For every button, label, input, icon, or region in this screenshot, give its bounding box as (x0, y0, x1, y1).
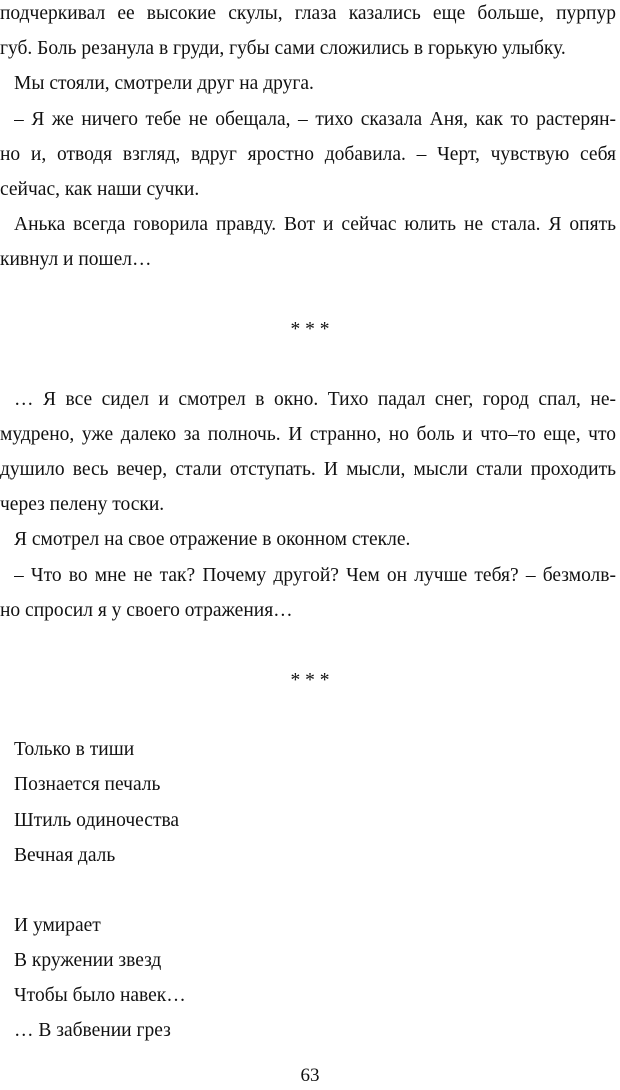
poem-line: Вечная даль (14, 845, 116, 866)
poem-line: Чтобы было навек… (14, 985, 186, 1006)
poem-line: В кружении звезд (14, 950, 162, 971)
text-line: душило весь вечер, стали отступать. И мысли, мысли стали проходить (0, 459, 616, 480)
text-line: но спросил я у своего отражения… (0, 600, 293, 621)
text-line: губ. Боль резанула в груди, губы сами сложились в горькую улыбку. (0, 38, 566, 59)
section-separator: * * * (290, 319, 330, 340)
poem-line: Познается печаль (14, 774, 161, 795)
text-line: Мы стояли, смотрели друг на друга. (14, 73, 314, 94)
text-line: … Я все сидел и смотрел в окно. Тихо падал снег, город спал, не- (14, 389, 616, 410)
text-line: но и, отводя взгляд, вдруг яростно добавила. – Черт, чувствую себя (0, 144, 616, 165)
text-line: – Я же ничего тебе не обещала, – тихо сказала Аня, как то растерян- (14, 109, 616, 130)
poem-line: … В забвении грез (14, 1020, 171, 1041)
text-line: Я смотрел на свое отражение в оконном стекле. (14, 529, 411, 550)
text-line: подчеркивал ее высокие скулы, глаза казались еще больше, пурпур (0, 3, 616, 24)
text-line: через пелену тоски. (0, 494, 165, 515)
text-line: Анька всегда говорила правду. Вот и сейчас юлить не стала. Я опять (14, 214, 616, 235)
text-line: кивнул и пошел… (0, 249, 152, 270)
poem-line: И умирает (14, 915, 101, 936)
section-separator: * * * (290, 670, 330, 691)
poem-line: Штиль одиночества (14, 810, 180, 831)
text-line: сейчас, как наши сучки. (0, 179, 200, 200)
page-number: 63 (300, 1065, 320, 1086)
poem-line: Только в тиши (14, 739, 135, 760)
text-line: мудрено, уже далеко за полночь. И странно, но боль и что–то еще, что (0, 424, 616, 445)
text-line: – Что во мне не так? Почему другой? Чем он лучше тебя? – безмолв- (14, 565, 616, 586)
